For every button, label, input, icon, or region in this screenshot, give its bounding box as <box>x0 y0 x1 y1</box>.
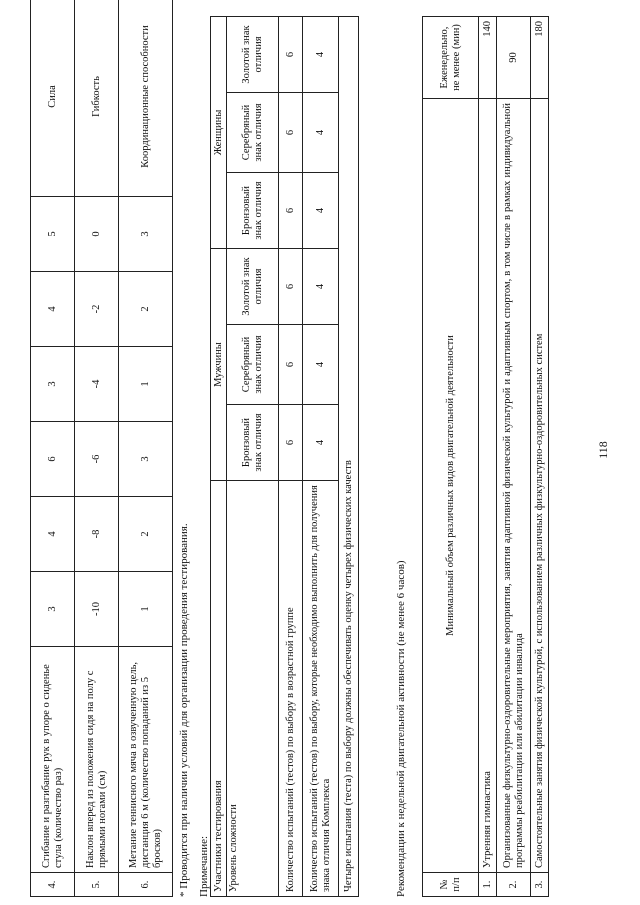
requirements-table <box>210 16 359 897</box>
test-value: 2 <box>119 272 173 347</box>
requirement-footer: Четыре испытания (теста) по выбору должны обеспечивать оценку четырех физических качеств <box>339 16 359 896</box>
row-number: 1. <box>479 873 497 897</box>
test-value: 3 <box>119 422 173 497</box>
table-row <box>423 17 479 897</box>
physical-quality: Сила <box>31 0 75 197</box>
activity-minutes: 90 <box>497 17 531 99</box>
test-value: -6 <box>75 422 119 497</box>
requirement-value: 4 <box>303 325 339 405</box>
test-name: Метание теннисного мяча в озвученную цель, дистанция 6 м (количество попаданий из 5 бросков) <box>119 647 173 873</box>
weekly-header: Еженедельно, не менее (мин) <box>423 17 479 99</box>
table-row <box>303 16 339 896</box>
women-header: Женщины <box>211 16 227 248</box>
table-row <box>339 16 359 896</box>
physical-quality: Координационные способности <box>119 0 173 197</box>
table-row <box>479 17 497 897</box>
requirement-value: 6 <box>279 16 303 92</box>
recommendations-title: Рекомендации к недельной двигательной активности (не менее 6 часов) <box>395 560 407 897</box>
table-row <box>227 16 279 896</box>
activity-name: Организованные физкультурно-оздоровительные мероприятия, занятия адаптивной физической культурой и адаптивным спортом, в том числе в рамках индивидуальной программы реабилитации или абилитации инвалида <box>497 99 531 873</box>
level-label: Уровень сложности <box>227 481 279 897</box>
men-header: Мужчины <box>211 249 227 481</box>
test-value: -4 <box>75 347 119 422</box>
test-value: 6 <box>31 422 75 497</box>
activity-name: Утренняя гимнастика <box>479 99 497 873</box>
requirement-value: 6 <box>279 93 303 173</box>
test-value: 0 <box>75 197 119 272</box>
table-row <box>31 0 75 897</box>
requirement-value: 4 <box>303 16 339 92</box>
requirement-value: 6 <box>279 405 303 481</box>
test-value: 5 <box>31 197 75 272</box>
row-number: 3. <box>531 873 549 897</box>
page-number: 118 <box>596 441 610 459</box>
test-value: 4 <box>31 497 75 572</box>
test-value: 3 <box>119 197 173 272</box>
table-row <box>497 17 531 897</box>
test-value: 1 <box>119 347 173 422</box>
test-name: Наклон вперед из положения сидя на полу с прямыми ногами (см) <box>75 647 119 873</box>
requirement-value: 4 <box>303 405 339 481</box>
requirement-value: 6 <box>279 325 303 405</box>
activity-header: Минимальный объем различных видов двигательной деятельности <box>423 99 479 873</box>
table-row <box>279 16 303 896</box>
requirement-value: 6 <box>279 249 303 325</box>
row-number: 4. <box>31 873 75 897</box>
activity-minutes: 140 <box>479 17 497 99</box>
requirement-value: 6 <box>279 173 303 249</box>
note-title: Примечание: <box>198 835 210 897</box>
test-value: 4 <box>31 272 75 347</box>
requirement-label: Количество испытаний (тестов) по выбору в возрастной группе <box>279 481 303 897</box>
test-value: 2 <box>119 497 173 572</box>
footnote: * Проводится при наличии условий для организации проведения тестирования. <box>178 523 190 897</box>
test-name: Сгибание и разгибание рук в упоре о сиденье стула (количество раз) <box>31 647 75 873</box>
requirement-label: Количество испытаний (тестов) по выбору, которые необходимо выполнить для получения знака отличия Комплекса <box>303 481 339 897</box>
row-number: 2. <box>497 873 531 897</box>
table-row <box>531 17 549 897</box>
test-value: 3 <box>31 572 75 647</box>
table-row <box>211 16 227 896</box>
table-row <box>119 0 173 897</box>
badge-header: Серебряный знак отличия <box>227 93 279 173</box>
activity-table <box>422 16 549 897</box>
table-row <box>75 0 119 897</box>
tests-table <box>30 0 173 897</box>
row-number: 5. <box>75 873 119 897</box>
requirement-value: 4 <box>303 173 339 249</box>
test-value: -2 <box>75 272 119 347</box>
number-header: № п/п <box>423 873 479 897</box>
physical-quality: Гибкость <box>75 0 119 197</box>
activity-name: Самостоятельные занятия физической культурой, с использованием различных физкультурно-оздоровительных систем <box>531 99 549 873</box>
participants-label: Участники тестирования <box>211 481 227 897</box>
requirement-value: 4 <box>303 93 339 173</box>
badge-header: Бронзовый знак отличия <box>227 405 279 481</box>
badge-header: Золотой знак отличия <box>227 16 279 92</box>
badge-header: Золотой знак отличия <box>227 249 279 325</box>
test-value: -10 <box>75 572 119 647</box>
requirement-value: 4 <box>303 249 339 325</box>
test-value: -8 <box>75 497 119 572</box>
activity-minutes: 180 <box>531 17 549 99</box>
test-value: 3 <box>31 347 75 422</box>
row-number: 6. <box>119 873 173 897</box>
badge-header: Бронзовый знак отличия <box>227 173 279 249</box>
badge-header: Серебряный знак отличия <box>227 325 279 405</box>
test-value: 1 <box>119 572 173 647</box>
